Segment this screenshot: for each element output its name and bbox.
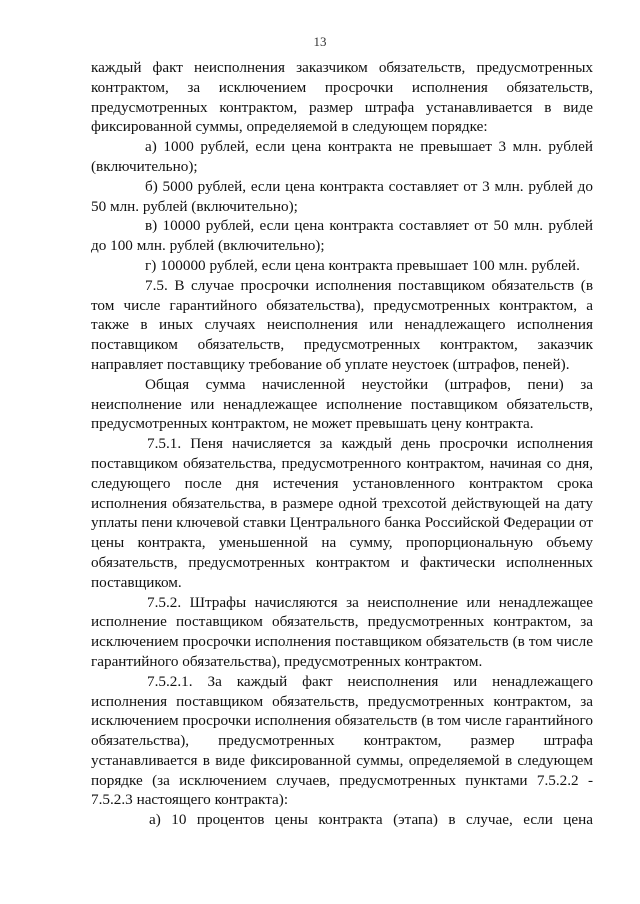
text-line: следующего после дня истечения установленного контрактом срока (91, 474, 593, 492)
text-line: том числе гарантийного обязательства), предусмотренных контрактом, а (91, 296, 593, 314)
text-line: 50 млн. рублей (включительно); (91, 197, 298, 215)
text-line: фиксированной суммы, определяемой в следующем порядке: (91, 118, 488, 136)
text-line: 7.5.2. Штрафы начисляются за неисполнение или ненадлежащее (147, 593, 593, 611)
text-line: обязательств, предусмотренных контрактом и фактически исполненных (91, 553, 593, 571)
text-line: исполнение поставщиком обязательств, предусмотренных контрактом, за (91, 613, 593, 631)
text-line: исключением просрочки исполнения поставщиком обязательств (в том числе (91, 633, 593, 651)
text-line: устанавливается в виде фиксированной суммы, определяемой в следующем (91, 751, 593, 769)
body-text (91, 58, 593, 830)
text-line: каждый факт неисполнения заказчиком обязательств, предусмотренных (91, 59, 593, 76)
text-line: направляет поставщику требование об уплате неустоек (штрафов, пеней). (91, 355, 570, 373)
text-line: поставщиком. (91, 573, 182, 591)
text-line: 7.5.2.3 настоящего контракта): (91, 791, 289, 809)
text-line: Общая сумма начисленной неустойки (штрафов, пени) за (145, 375, 593, 393)
text-line: (включительно); (91, 157, 198, 175)
text-line: порядке (за исключением случаев, предусмотренных пунктами 7.5.2.2 - (91, 771, 593, 789)
text-line: а) 1000 рублей, если цена контракта не превышает 3 млн. рублей (145, 138, 593, 156)
text-line: исполнения обязательства, в размере одной трехсотой действующей на дату (91, 494, 593, 512)
text-line: неисполнение или ненадлежащее исполнение поставщиком обязательств, (91, 395, 593, 413)
page-number: 13 (313, 34, 327, 49)
text-line: а) 10 процентов цены контракта (этапа) в случае, если цена (149, 811, 593, 829)
text-line: исключением просрочки исполнения обязательств (в том числе гарантийного (91, 712, 593, 730)
text-line: поставщиком обязательства, предусмотренного контрактом, начиная со дня, (91, 454, 593, 472)
text-line: уплаты пени ключевой ставки Центрального банка Российской Федерации от (91, 514, 593, 532)
text-line: обязательства), предусмотренных контрактом, размер штрафа (91, 732, 593, 750)
text-line: в) 10000 рублей, если цена контракта составляет от 50 млн. рублей (145, 217, 593, 235)
text-line: цены контракта, уменьшенной на сумму, пропорциональную объему (91, 534, 593, 552)
text-line: исполнения поставщиком обязательств, предусмотренных контрактом, за (91, 692, 593, 710)
text-line: контрактом, за исключением просрочки исполнения обязательств, (91, 78, 593, 96)
text-line: предусмотренных контрактом, не может превышать цену контракта. (91, 415, 534, 433)
text-line: 7.5.1. Пеня начисляется за каждый день просрочки исполнения (147, 435, 593, 453)
text-line: 7.5. В случае просрочки исполнения поставщиком обязательств (в (145, 276, 593, 294)
text-line: предусмотренных контрактом, размер штрафа устанавливается в виде (91, 98, 593, 116)
text-line: г) 100000 рублей, если цена контракта превышает 100 млн. рублей. (145, 256, 580, 274)
text-line: поставщиком обязательств, предусмотренных контрактом, заказчик (91, 336, 593, 354)
text-line: до 100 млн. рублей (включительно); (91, 237, 325, 255)
text-line: гарантийного обязательства), предусмотренных контрактом. (91, 652, 483, 670)
text-line: также в иных случаях неисполнения или ненадлежащего исполнения (91, 316, 593, 334)
text-line: 7.5.2.1. За каждый факт неисполнения или ненадлежащего (147, 672, 593, 690)
text-line: б) 5000 рублей, если цена контракта составляет от 3 млн. рублей до (145, 177, 593, 195)
